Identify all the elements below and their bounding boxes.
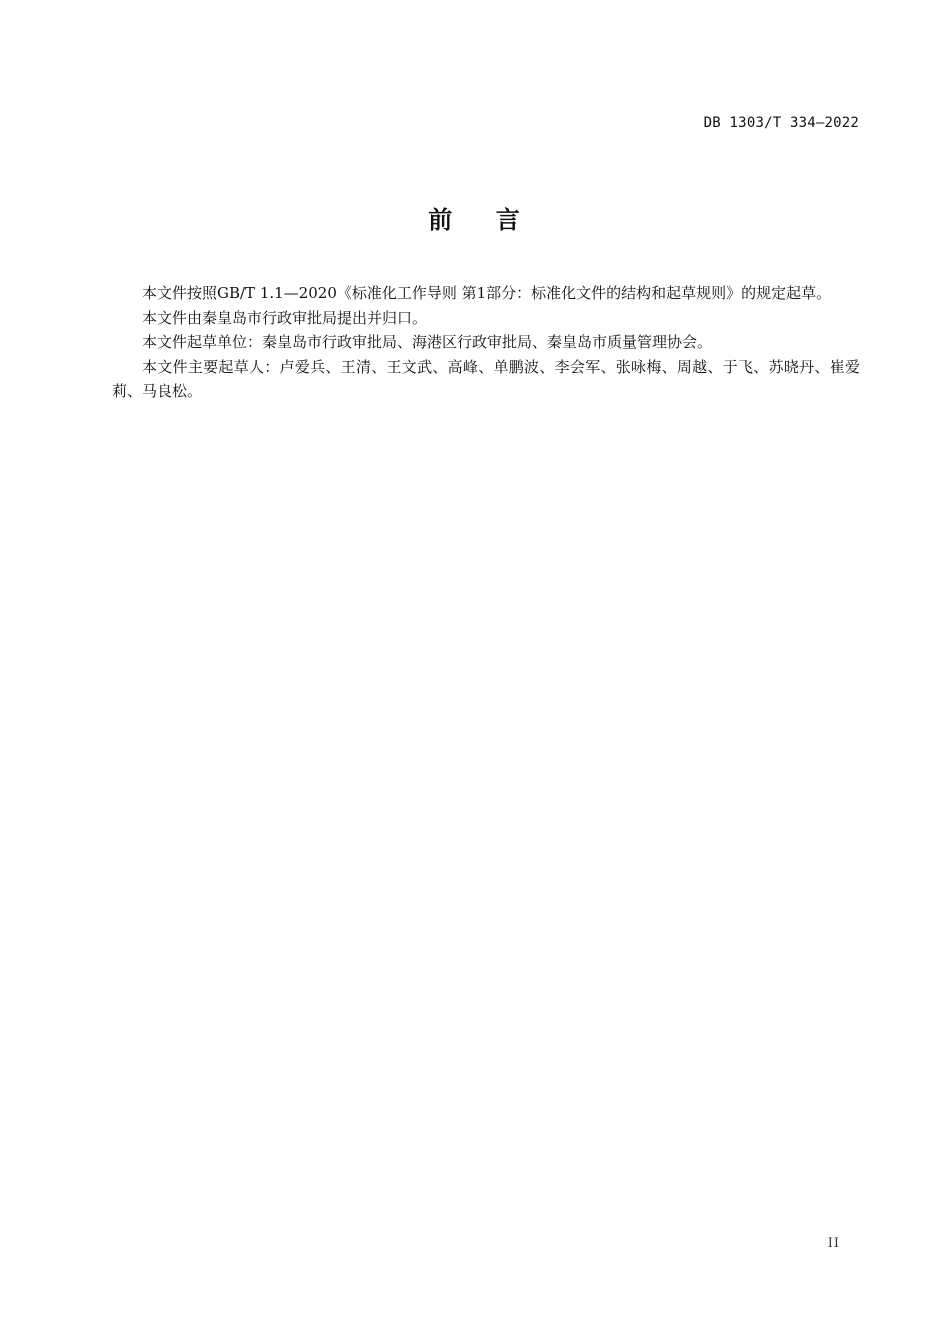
- foreword-body: [112, 281, 860, 404]
- paragraph-standard-reference: 本文件按照GB/T 1.1—2020《标准化工作导则 第1部分：标准化文件的结构和起草规则》的规定起草。: [142, 284, 832, 302]
- paragraph-drafters: 本文件主要起草人：卢爱兵、王清、王文武、高峰、单鹏波、李会军、张咏梅、周越、于飞、苏晓丹、崔爱莉、马良松。: [112, 357, 860, 400]
- document-identifier: DB 1303/T 334—2022: [703, 115, 859, 131]
- page-number: II: [827, 1236, 840, 1251]
- page-title: 前 言: [428, 206, 522, 234]
- paragraph-drafting-units: 本文件起草单位：秦皇岛市行政审批局、海港区行政审批局、秦皇岛市质量管理协会。: [142, 333, 713, 351]
- paragraph-proposer: 本文件由秦皇岛市行政审批局提出并归口。: [142, 308, 428, 327]
